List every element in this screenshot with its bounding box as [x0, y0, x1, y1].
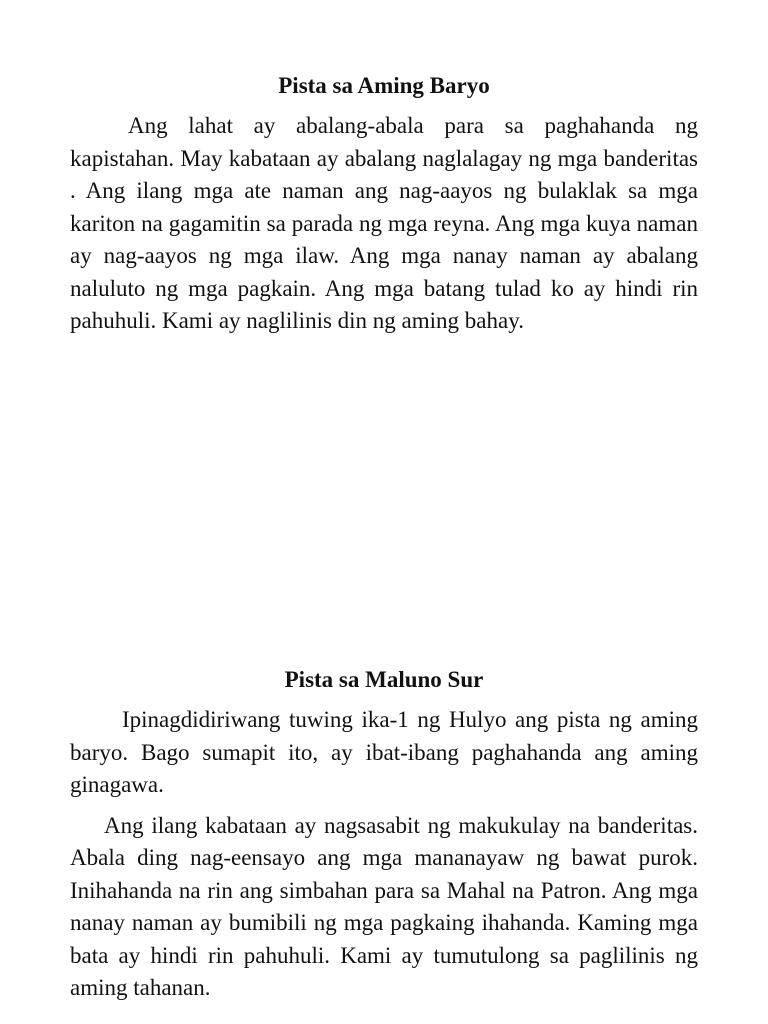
section-pista-sa-maluno-sur: [70, 664, 698, 1005]
section-title: Pista sa Maluno Sur: [284, 667, 484, 692]
section-paragraph: Ang lahat ay abalang-abala para sa paghahanda ng kapistahan. May kabataan ay abalang naglalagay ng mga banderitas . Ang ilang mga ate naman ang nag-aayos ng bulaklak sa mga kariton na gagamitin sa parada ng mga reyna. Ang mga kuya naman ay nag-aayos ng mga ilaw. Ang mga nanay naman ay abalang naluluto ng mga pagkain. Ang mga batang tulad ko ay hindi rin pahuhuli. Kami ay naglilinis din ng aming bahay.: [70, 113, 698, 333]
section-paragraph: Ang ilang kabataan ay nagsasabit ng makukulay na banderitas. Abala ding nag-eensayo ang mga mananayaw ng bawat purok. Inihahanda na rin ang simbahan para sa Mahal na Patron. Ang mga nanay naman ay bumibili ng mga pagkaing ihahanda. Kaming mga bata ay hindi rin pahuhuli. Kami ay tumutulong sa paglilinis ng aming tahanan.: [70, 812, 698, 1000]
section-pista-sa-aming-baryo: [70, 70, 698, 338]
section-paragraph: Ipinagdidiriwang tuwing ika-1 ng Hulyo ang pista ng aming baryo. Bago sumapit ito, ay ibat-ibang paghahanda ang aming ginagawa.: [70, 707, 698, 797]
section-title: Pista sa Aming Baryo: [278, 73, 490, 98]
